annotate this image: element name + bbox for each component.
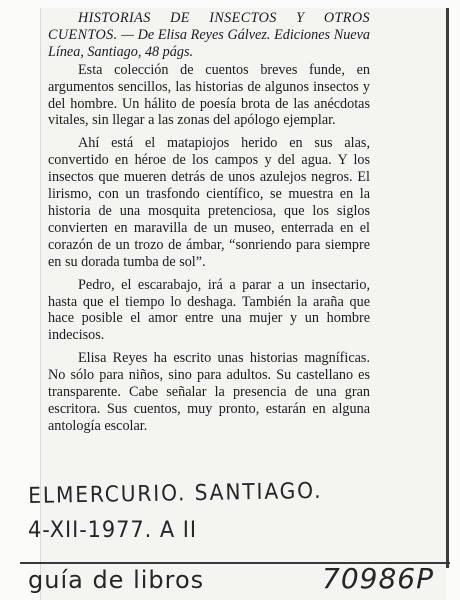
review-paragraph-2: Ahí está el matapiojos herido en sus alas, convertido en héroe de los campos y del agua. Y los insectos que mueren detrás de unos azulejos negros. El lirismo, con un trasfondo científico, se muestra en la historia de una mosquita pretenciosa, que los siglos convierten en maravilla de un museo, enterrada en el corazón de un trozo de ámbar, “sonriendo para siempre en su dorada tumba de sol”. (48, 135, 370, 270)
review-heading (48, 10, 370, 61)
book-title: HISTORIAS DE INSECTOS Y OTROS CUENTOS. (48, 10, 370, 43)
handwritten-date: 4-XII-1977. A II (28, 518, 197, 543)
book-byline: — De Elisa Reyes Gálvez. Ediciones Nueva Línea, Santiago, 48 págs. (48, 26, 370, 60)
book-review-article (48, 10, 370, 435)
handwritten-section: guía de libros (28, 566, 205, 594)
review-paragraph-4: Elisa Reyes ha escrito unas historias magníficas. No sólo para niños, sino para adultos. Su castellano es transparente. Cabe señalar la presencia de una gran escritora. Sus cuentos, muy pronto, estarán en alguna antología escolar. (48, 350, 370, 434)
handwritten-catalog-code: 70986P (322, 562, 434, 595)
clipping-right-edge (446, 8, 449, 568)
handwritten-source: ELMERCURIO. SANTIAGO. (28, 478, 323, 509)
review-paragraph-3: Pedro, el escarabajo, irá a parar a un insectario, hasta que el tiempo lo deshaga. También la araña que hace posible el amor entre una mujer y un hombre indecisos. (48, 276, 370, 344)
review-paragraph-1: Esta colección de cuentos breves funde, en argumentos sencillos, las historias de algunos insectos y del hombre. Un hálito de poesía brota de las anécdotas vitales, sin llegar a las zonas del apólogo ejemplar. (48, 61, 370, 129)
